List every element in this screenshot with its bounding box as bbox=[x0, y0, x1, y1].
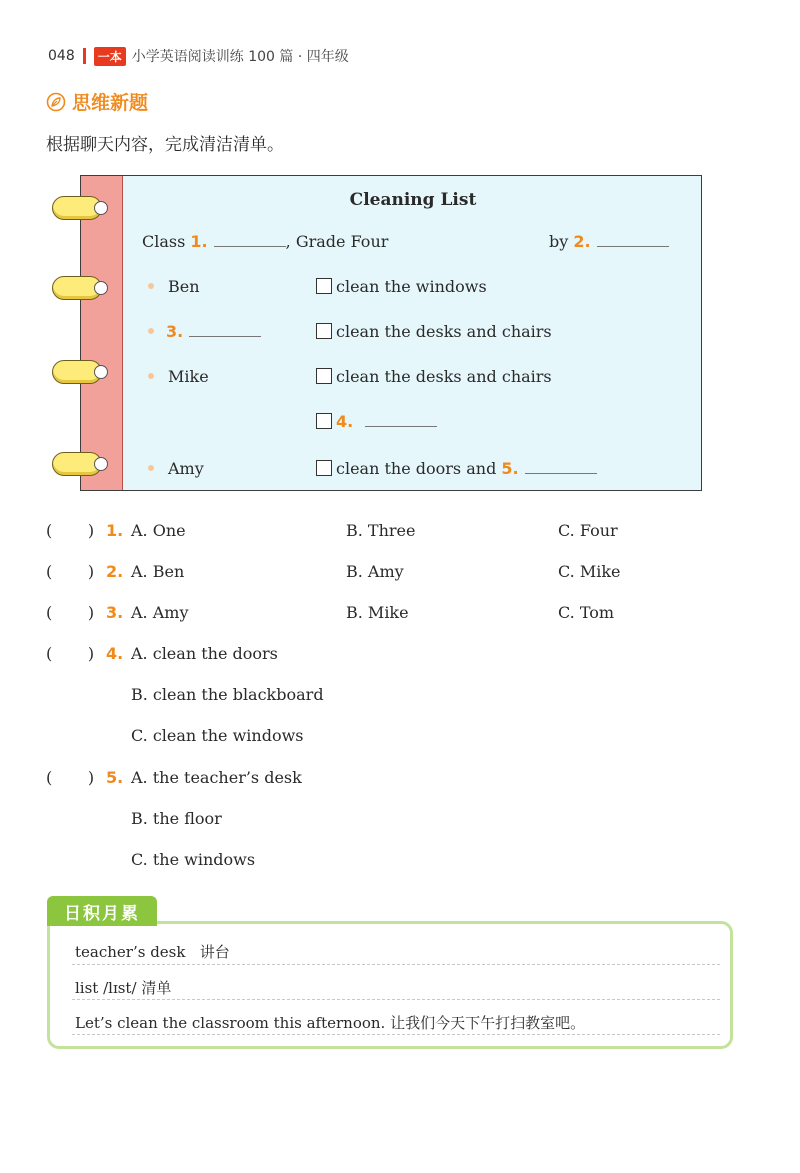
task-item bbox=[316, 322, 552, 341]
row-name: Mike bbox=[168, 367, 209, 386]
instruction-text: 根据聊天内容，完成清洁清单。 bbox=[46, 135, 284, 155]
vocab-en: teacher’s desk bbox=[75, 943, 186, 961]
answer-paren[interactable]: ( ) bbox=[46, 562, 95, 581]
vocab-line bbox=[75, 977, 171, 998]
checkbox[interactable] bbox=[316, 413, 332, 429]
bullet bbox=[148, 283, 154, 289]
task-text: clean the desks and chairs bbox=[336, 322, 552, 341]
by-label: by bbox=[549, 232, 569, 251]
binder-hole bbox=[94, 281, 108, 295]
blank-number: 2. bbox=[573, 232, 591, 251]
question-number bbox=[106, 644, 123, 663]
row-name: Ben bbox=[168, 277, 200, 296]
vocab-zh: 清单 bbox=[141, 979, 172, 997]
task-text: clean the doors and bbox=[336, 459, 497, 478]
answer-blank[interactable] bbox=[214, 232, 286, 247]
page-header bbox=[48, 44, 349, 68]
task-text: clean the windows bbox=[336, 277, 487, 296]
bullet bbox=[148, 373, 154, 379]
checkbox[interactable] bbox=[316, 368, 332, 384]
vocab-en: list /lɪst/ bbox=[75, 979, 137, 997]
row-name: Amy bbox=[168, 459, 204, 478]
by-line bbox=[549, 232, 669, 251]
answer-paren[interactable]: ( ) bbox=[46, 644, 95, 663]
bullet bbox=[148, 328, 154, 334]
answer-blank[interactable] bbox=[525, 459, 597, 474]
vocab-tag: 日积月累 bbox=[47, 896, 157, 926]
option[interactable]: C. clean the windows bbox=[131, 726, 304, 745]
dashed-divider bbox=[72, 964, 720, 965]
bullet bbox=[148, 465, 154, 471]
option[interactable]: A. the teacher’s desk bbox=[131, 768, 302, 787]
option[interactable]: A. Ben bbox=[131, 562, 185, 581]
blank-number: 4. bbox=[336, 412, 354, 431]
answer-paren[interactable]: ( ) bbox=[46, 603, 95, 622]
task-item bbox=[316, 412, 437, 431]
class-line bbox=[142, 232, 388, 251]
question-number-text: 5. bbox=[106, 768, 124, 787]
list-title: Cleaning List bbox=[349, 190, 477, 210]
card-binding-strip bbox=[81, 176, 123, 490]
option[interactable]: A. One bbox=[131, 521, 186, 540]
option[interactable]: B. the floor bbox=[131, 809, 222, 828]
option[interactable]: A. clean the doors bbox=[131, 644, 278, 663]
checkbox[interactable] bbox=[316, 460, 332, 476]
page-number: 048 bbox=[48, 48, 75, 64]
option[interactable]: B. clean the blackboard bbox=[131, 685, 324, 704]
option[interactable]: B. Mike bbox=[346, 603, 409, 622]
question-number-text: 3. bbox=[106, 603, 124, 622]
vocab-zh: 让我们今天下午打扫教室吧。 bbox=[390, 1014, 586, 1032]
question-number-text: 1. bbox=[106, 521, 124, 540]
binder-hole bbox=[94, 457, 108, 471]
answer-blank[interactable] bbox=[189, 322, 261, 337]
question-number bbox=[106, 562, 123, 581]
book-title: 小学英语阅读训练 100 篇 · 四年级 bbox=[131, 49, 349, 65]
brand-logo: 一本 bbox=[94, 47, 126, 66]
answer-paren[interactable]: ( ) bbox=[46, 768, 95, 787]
task-item bbox=[316, 459, 597, 478]
vocab-line bbox=[75, 941, 230, 962]
vocab-zh: 讲台 bbox=[199, 943, 230, 961]
vocab-en: Let’s clean the classroom this afternoon. bbox=[75, 1014, 386, 1032]
answer-paren[interactable]: ( ) bbox=[46, 521, 95, 540]
blank-number: 5. bbox=[501, 459, 519, 478]
question-number bbox=[106, 603, 123, 622]
leaf-icon bbox=[46, 92, 66, 112]
option[interactable]: C. Four bbox=[558, 521, 618, 540]
option[interactable]: A. Amy bbox=[131, 603, 189, 622]
dashed-divider bbox=[72, 999, 720, 1000]
row-name-blank bbox=[166, 322, 261, 341]
answer-blank[interactable] bbox=[597, 232, 669, 247]
question-number bbox=[106, 521, 123, 540]
task-item bbox=[316, 367, 552, 386]
task-item bbox=[316, 277, 487, 296]
checkbox[interactable] bbox=[316, 278, 332, 294]
blank-number: 3. bbox=[166, 322, 184, 341]
dashed-divider bbox=[72, 1034, 720, 1035]
grade-text: , Grade Four bbox=[285, 232, 389, 251]
binder-hole bbox=[94, 201, 108, 215]
class-label: Class bbox=[142, 232, 186, 251]
option[interactable]: B. Amy bbox=[346, 562, 404, 581]
question-number-text: 2. bbox=[106, 562, 124, 581]
task-text: clean the desks and chairs bbox=[336, 367, 552, 386]
question-number-text: 4. bbox=[106, 644, 124, 663]
binder-hole bbox=[94, 365, 108, 379]
option[interactable]: C. Mike bbox=[558, 562, 621, 581]
answer-blank[interactable] bbox=[365, 412, 437, 427]
checkbox[interactable] bbox=[316, 323, 332, 339]
vocab-line bbox=[75, 1012, 585, 1033]
option[interactable]: C. Tom bbox=[558, 603, 615, 622]
section-title-text: 思维新题 bbox=[72, 92, 149, 114]
blank-number: 1. bbox=[190, 232, 208, 251]
header-divider bbox=[83, 48, 86, 64]
option[interactable]: C. the windows bbox=[131, 850, 256, 869]
option[interactable]: B. Three bbox=[346, 521, 416, 540]
section-title bbox=[46, 88, 148, 115]
question-number bbox=[106, 768, 123, 787]
